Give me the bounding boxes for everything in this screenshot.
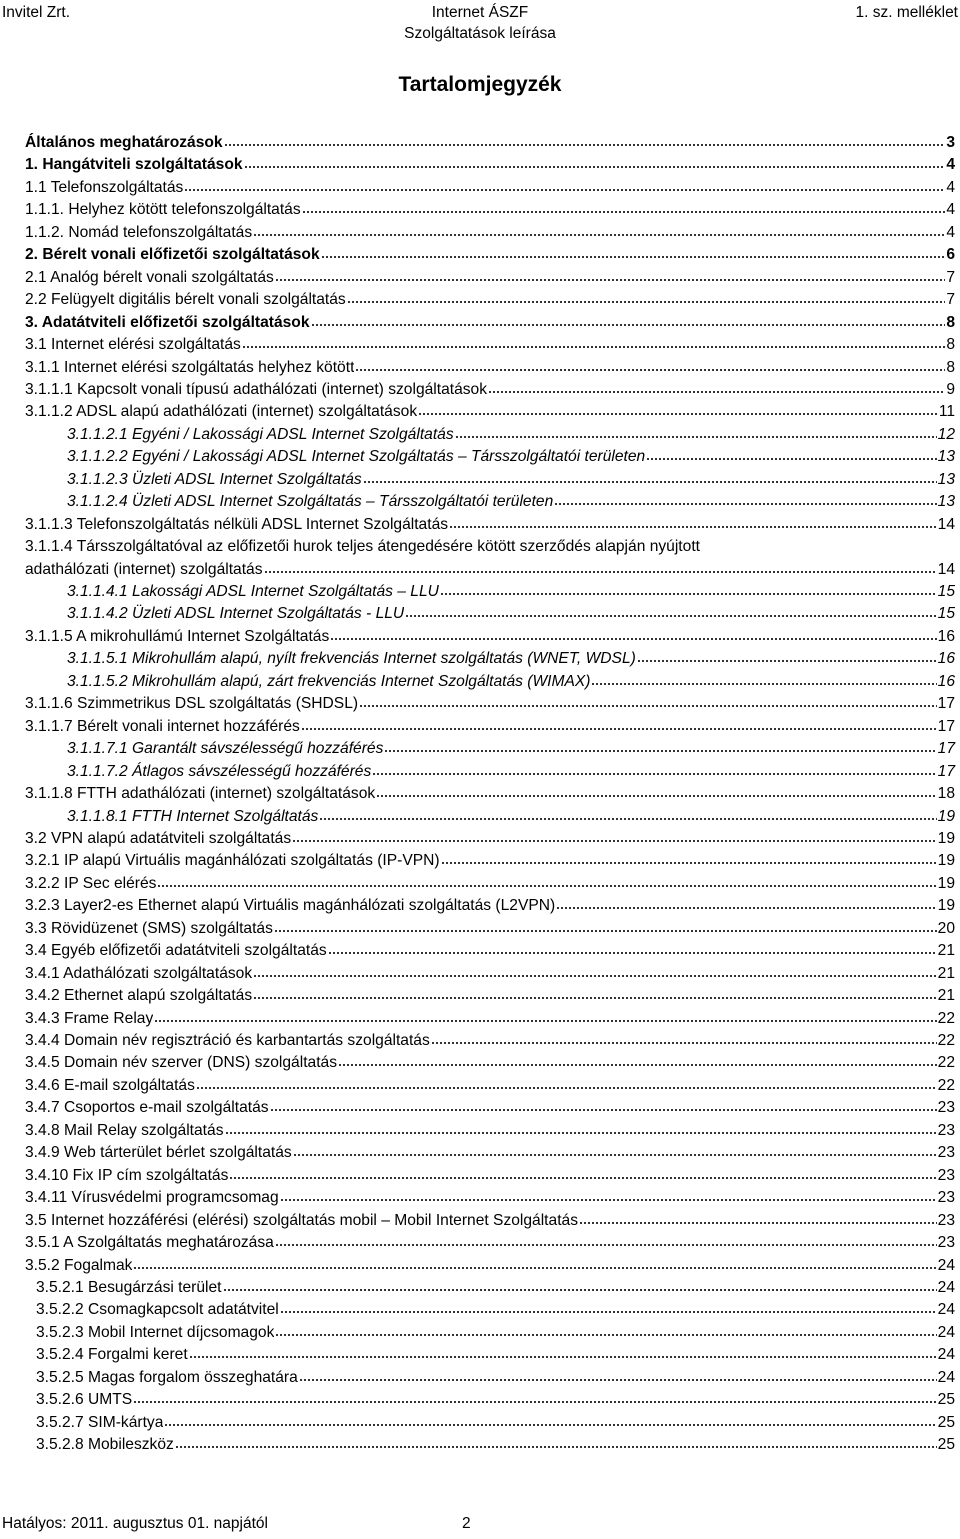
- toc-entry[interactable]: [25, 312, 955, 334]
- toc-page-number: 15: [937, 605, 955, 623]
- toc-entry-title: 3.2.2 IP Sec elérés: [25, 874, 157, 892]
- toc-entry[interactable]: [67, 581, 955, 603]
- toc-entry[interactable]: [67, 491, 955, 513]
- header-company: Invitel Zrt.: [2, 4, 71, 21]
- toc-entry-title: 3.1.1 Internet elérési szolgáltatás helyhez kötött: [25, 358, 355, 376]
- toc-dot-leader: [637, 659, 937, 663]
- toc-page-number: 21: [937, 964, 955, 982]
- toc-page-number: 19: [937, 807, 955, 825]
- toc-page-number: 14: [937, 560, 955, 578]
- toc-page-number: 13: [937, 470, 955, 488]
- toc-page-number: 21: [937, 942, 955, 960]
- toc-entry[interactable]: [25, 693, 955, 715]
- toc-page-number: 16: [937, 672, 955, 690]
- toc-entry-title: 3.1.1.8.1 FTTH Internet Szolgáltatás: [67, 807, 319, 825]
- toc-entry[interactable]: [67, 761, 955, 783]
- toc-entry[interactable]: [25, 1097, 955, 1119]
- toc-dot-leader: [441, 861, 937, 865]
- toc-page-number: 4: [946, 201, 955, 219]
- header-attachment: 1. sz. melléklet: [855, 4, 958, 21]
- toc-dot-leader: [133, 1400, 936, 1404]
- toc-page-number: 9: [946, 380, 955, 398]
- toc-dot-leader: [321, 255, 946, 259]
- toc-dot-leader: [184, 188, 945, 192]
- toc-page-number: 24: [937, 1346, 955, 1364]
- toc-entry-title: 3.1 Internet elérési szolgáltatás: [25, 336, 241, 354]
- toc-page-number: 19: [937, 874, 955, 892]
- toc-entry-title: 1.1.1. Helyhez kötött telefonszolgáltatás: [25, 201, 301, 219]
- toc-dot-leader: [405, 614, 936, 618]
- toc-dot-leader: [554, 502, 936, 506]
- toc-dot-leader: [253, 974, 937, 978]
- toc-entry-title: 2.1 Analóg bérelt vonali szolgáltatás: [25, 268, 274, 286]
- header-document-title: [365, 2, 595, 44]
- toc-entry-title: 3.1.1.2.3 Üzleti ADSL Internet Szolgáltatás: [67, 470, 362, 488]
- toc-page-number: 17: [937, 695, 955, 713]
- toc-entry[interactable]: [36, 1412, 955, 1434]
- toc-entry[interactable]: [25, 199, 955, 221]
- toc-dot-leader: [196, 1086, 937, 1090]
- toc-dot-leader: [347, 300, 946, 304]
- toc-entry-title: 3.2.3 Layer2-es Ethernet alapú Virtuális magánhálózati szolgáltatás (L2VPN): [25, 897, 556, 915]
- toc-page-number: 4: [946, 156, 955, 174]
- toc-entry[interactable]: [67, 671, 955, 693]
- toc-entry-title: 3.1.1.8 FTTH adathálózati (internet) szolgáltatások: [25, 785, 376, 803]
- toc-entry-title: 3.4.9 Web tárterület bérlet szolgáltatás: [25, 1144, 292, 1162]
- toc-page-number: 16: [937, 627, 955, 645]
- toc-entry-title: 3.1.1.2.1 Egyéni / Lakossági ADSL Internet Szolgáltatás: [67, 425, 454, 443]
- toc-entry[interactable]: [25, 783, 955, 805]
- toc-entry-title: 3.1.1.5 A mikrohullámú Internet Szolgáltatás: [25, 627, 330, 645]
- toc-entry-title: 3.1.1.7.2 Átlagos sávszélességű hozzáférés: [67, 762, 372, 780]
- toc-dot-leader: [355, 368, 945, 372]
- toc-entry[interactable]: [67, 603, 955, 625]
- toc-entry-title: 3.5.2.2 Csomagkapcsolt adatátvitel: [36, 1301, 279, 1319]
- toc-page-number: 16: [937, 650, 955, 668]
- toc-entry[interactable]: [67, 424, 955, 446]
- toc-entry[interactable]: [25, 401, 955, 423]
- toc-entry[interactable]: [25, 1052, 955, 1074]
- toc-dot-leader: [175, 1445, 937, 1449]
- toc-dot-leader: [376, 794, 936, 798]
- toc-dot-leader: [302, 210, 946, 214]
- toc-entry[interactable]: [25, 379, 955, 401]
- toc-entry-title: 3.5.2.8 Mobileszköz: [36, 1436, 174, 1454]
- toc-dot-leader: [384, 749, 936, 753]
- toc-entry-title: 3.4.8 Mail Relay szolgáltatás: [25, 1121, 224, 1139]
- toc-entry[interactable]: [25, 963, 955, 985]
- toc-page-number: 23: [937, 1166, 955, 1184]
- toc-entry-title: 2.2 Felügyelt digitális bérelt vonali szolgáltatás: [25, 291, 346, 309]
- toc-entry[interactable]: [25, 1075, 955, 1097]
- toc-entry[interactable]: [25, 918, 955, 940]
- toc-entry-title: 3.4.11 Vírusvédelmi programcsomag: [25, 1189, 279, 1207]
- toc-page-number: 23: [937, 1234, 955, 1252]
- header-doc-title: Internet ÁSZF: [431, 4, 529, 21]
- toc-entry-title: 1.1 Telefonszolgáltatás: [25, 178, 184, 196]
- toc-entry[interactable]: [67, 806, 955, 828]
- toc-dot-leader: [275, 1333, 936, 1337]
- toc-entry[interactable]: [25, 154, 955, 176]
- toc-dot-leader: [330, 637, 936, 641]
- toc-dot-leader: [225, 1131, 937, 1135]
- toc-page-number: 23: [937, 1144, 955, 1162]
- toc-entry-title: 3.1.1.1 Kapcsolt vonali típusú adathálózati (internet) szolgáltatások: [25, 380, 488, 398]
- toc-dot-leader: [440, 592, 937, 596]
- toc-dot-leader: [244, 165, 946, 169]
- toc-dot-leader: [293, 1153, 937, 1157]
- toc-dot-leader: [280, 1310, 937, 1314]
- toc-entry[interactable]: [25, 536, 955, 581]
- toc-entry[interactable]: [25, 940, 955, 962]
- toc-dot-leader: [431, 1041, 937, 1045]
- toc-dot-leader: [275, 1243, 937, 1247]
- toc-entry[interactable]: [25, 177, 955, 199]
- toc-entry-title: 3.1.1.5.1 Mikrohullám alapú, nyílt frekvenciás Internet szolgáltatás (WNET, WDSL): [67, 650, 636, 668]
- toc-page-number: 23: [937, 1121, 955, 1139]
- toc-page-number: 7: [946, 268, 955, 286]
- toc-entry-title: 3.5.2.4 Forgalmi keret: [36, 1346, 188, 1364]
- toc-entry-title: 3.1.1.3 Telefonszolgáltatás nélküli ADSL Internet Szolgáltatás: [25, 515, 449, 533]
- toc-entry[interactable]: [25, 716, 955, 738]
- toc-page-number: 11: [938, 403, 955, 421]
- toc-dot-leader: [363, 480, 937, 484]
- toc-entry[interactable]: [25, 985, 955, 1007]
- toc-entry-title: 3.5.2.3 Mobil Internet díjcsomagok: [36, 1323, 275, 1341]
- toc-entry[interactable]: [25, 1165, 955, 1187]
- toc-dot-leader: [224, 143, 946, 147]
- toc-entry[interactable]: [36, 1367, 955, 1389]
- toc-entry-title: 3.1.1.2.2 Egyéni / Lakossági ADSL Internet Szolgáltatás – Társszolgáltatói területen: [67, 448, 646, 466]
- toc-entry[interactable]: [25, 132, 955, 154]
- toc-dot-leader: [646, 457, 936, 461]
- toc-page-number: 22: [937, 1032, 955, 1049]
- toc-dot-leader: [164, 1423, 936, 1427]
- toc-page-number: 19: [937, 852, 955, 870]
- toc-entry[interactable]: [25, 873, 955, 895]
- header-doc-subtitle: Szolgáltatások leírása: [404, 25, 556, 42]
- toc-entry-title: 3.1.1.2 ADSL alapú adathálózati (internet) szolgáltatások: [25, 403, 418, 421]
- toc-entry-title: 3. Adatátviteli előfizetői szolgáltatások: [25, 313, 310, 331]
- toc-page-number: 20: [937, 919, 955, 937]
- toc-dot-leader: [299, 1378, 937, 1382]
- toc-entry[interactable]: [25, 222, 955, 244]
- toc-page-number: 4: [946, 223, 955, 241]
- toc-page-number: 22: [937, 1009, 955, 1027]
- toc-entry-title: 3.4.5 Domain név szerver (DNS) szolgáltatás: [25, 1054, 337, 1072]
- toc-entry[interactable]: [67, 738, 955, 760]
- toc-entry[interactable]: [25, 1008, 955, 1030]
- toc-page-number: 12: [937, 425, 955, 443]
- toc-entry-title: 3.5 Internet hozzáférési (elérési) szolgáltatás mobil – Mobil Internet Szolgáltatás: [25, 1211, 578, 1229]
- toc-dot-leader: [488, 390, 945, 394]
- toc-entry-title: 3.4 Egyéb előfizetői adatátviteli szolgáltatás: [25, 942, 327, 960]
- toc-page-number: 17: [937, 762, 955, 780]
- toc-entry-title: 3.1.1.4 Társszolgáltatóval az előfizetői hurok teljes átengedésére kötött szerződés alapján nyújtott: [25, 538, 700, 556]
- toc-dot-leader: [189, 1355, 937, 1359]
- toc-entry-title: 3.4.6 E-mail szolgáltatás: [25, 1076, 195, 1094]
- toc-page-number: 19: [937, 829, 955, 847]
- toc-page-number: 13: [937, 493, 955, 511]
- toc-dot-leader: [264, 570, 937, 574]
- toc-page-number: 23: [937, 1099, 955, 1117]
- toc-entry-title: Általános meghatározások: [25, 134, 223, 151]
- toc-entry[interactable]: [36, 1344, 955, 1366]
- toc-entry-title: 3.5.2 Fogalmak: [25, 1256, 133, 1274]
- toc-entry[interactable]: [25, 626, 955, 648]
- toc-page-number: 7: [946, 291, 955, 309]
- toc-entry-title: 3.5.2.6 UMTS: [36, 1391, 133, 1409]
- toc-dot-leader: [579, 1221, 937, 1225]
- toc-page-number: 24: [937, 1278, 955, 1296]
- toc-page-number: 22: [937, 1076, 955, 1094]
- toc-entry-title: 3.4.3 Frame Relay: [25, 1009, 154, 1027]
- toc-entry-title: 3.5.2.1 Besugárzási terület: [36, 1278, 222, 1296]
- toc-entry-title: 3.4.4 Domain név regisztráció és karbantartás szolgáltatás: [25, 1032, 430, 1049]
- toc-dot-leader: [301, 727, 937, 731]
- toc-page-number: 13: [937, 448, 955, 466]
- toc-dot-leader: [270, 1108, 937, 1112]
- toc-entry-title-continued: adathálózati (internet) szolgáltatás: [25, 560, 263, 578]
- toc-page-number: 21: [937, 987, 955, 1005]
- toc-dot-leader: [229, 1176, 936, 1180]
- toc-entry[interactable]: [25, 267, 955, 289]
- toc-page-number: 24: [937, 1368, 955, 1386]
- toc-page-number: 17: [937, 717, 955, 735]
- toc-entry[interactable]: [36, 1299, 955, 1321]
- toc-dot-leader: [556, 906, 936, 910]
- toc-page-number: 8: [946, 313, 955, 331]
- toc-entry-title: 3.5.2.7 SIM-kártya: [36, 1413, 164, 1431]
- toc-entry[interactable]: [25, 828, 955, 850]
- toc-page-number: 25: [937, 1391, 955, 1409]
- toc-page-number: 22: [937, 1054, 955, 1072]
- toc-dot-leader: [328, 951, 937, 955]
- toc-dot-leader: [242, 345, 945, 349]
- toc-entry[interactable]: [25, 895, 955, 917]
- toc-dot-leader: [319, 817, 936, 821]
- toc-page-number: 14: [937, 515, 955, 533]
- toc-page-number: 19: [937, 897, 955, 915]
- toc-entry-title: 3.4.7 Csoportos e-mail szolgáltatás: [25, 1099, 269, 1117]
- toc-entry[interactable]: [25, 514, 955, 536]
- toc-entry-title: 3.2.1 IP alapú Virtuális magánhálózati szolgáltatás (IP-VPN): [25, 852, 440, 870]
- toc-entry[interactable]: [25, 1210, 955, 1232]
- toc-entry-title: 2. Bérelt vonali előfizetői szolgáltatások: [25, 246, 320, 264]
- toc-entry-title: 3.1.1.4.2 Üzleti ADSL Internet Szolgáltatás - LLU: [67, 605, 405, 623]
- toc-dot-leader: [372, 772, 936, 776]
- toc-dot-leader: [133, 1266, 936, 1270]
- toc-entry-title: 3.5.2.5 Magas forgalom összeghatára: [36, 1368, 298, 1386]
- toc-dot-leader: [449, 525, 937, 529]
- toc-entry-title: 1.1.2. Nomád telefonszolgáltatás: [25, 223, 253, 241]
- toc-dot-leader: [154, 1019, 936, 1023]
- toc-entry[interactable]: [25, 1232, 955, 1254]
- toc-page-number: 4: [946, 178, 955, 196]
- toc-dot-leader: [292, 839, 937, 843]
- toc-entry[interactable]: [25, 289, 955, 311]
- toc-dot-leader: [455, 435, 937, 439]
- toc-page-number: 23: [937, 1189, 955, 1207]
- toc-entry[interactable]: [36, 1322, 955, 1344]
- toc-dot-leader: [275, 278, 946, 282]
- toc-entry-title: 3.4.2 Ethernet alapú szolgáltatás: [25, 987, 253, 1005]
- toc-entry-title: 3.1.1.7 Bérelt vonali internet hozzáférés: [25, 717, 300, 735]
- toc-page-number: 25: [937, 1436, 955, 1454]
- toc-entry[interactable]: [25, 334, 955, 356]
- toc-entry-title: 1. Hangátviteli szolgáltatások: [25, 156, 243, 174]
- toc-entry-title: 3.4.10 Fix IP cím szolgáltatás: [25, 1166, 229, 1184]
- toc-dot-leader: [274, 929, 937, 933]
- toc-dot-leader: [223, 1288, 937, 1292]
- page-title: Tartalomjegyzék: [398, 73, 562, 96]
- footer-page-number: 2: [462, 1515, 471, 1532]
- footer-effective-date: Hatályos: 2011. augusztus 01. napjától: [2, 1515, 268, 1532]
- toc-entry[interactable]: [67, 446, 955, 468]
- toc-entry[interactable]: [25, 850, 955, 872]
- toc-entry[interactable]: [67, 648, 955, 670]
- toc-dot-leader: [338, 1063, 937, 1067]
- toc-entry-title: 3.1.1.2.4 Üzleti ADSL Internet Szolgáltatás – Társszolgáltatói területen: [67, 493, 554, 511]
- toc-dot-leader: [253, 233, 945, 237]
- toc-entry-title: 3.5.1 A Szolgáltatás meghatározása: [25, 1234, 274, 1252]
- toc-dot-leader: [591, 682, 936, 686]
- toc-entry[interactable]: [25, 1187, 955, 1209]
- toc-entry[interactable]: [67, 469, 955, 491]
- toc-entry-title: 3.3 Rövidüzenet (SMS) szolgáltatás: [25, 919, 273, 937]
- toc-entry[interactable]: [25, 1120, 955, 1142]
- toc-entry[interactable]: [36, 1277, 955, 1299]
- toc-dot-leader: [157, 884, 936, 888]
- toc-entry[interactable]: [25, 1142, 955, 1164]
- toc-page-number: 8: [946, 358, 955, 376]
- toc-entry-title: 3.1.1.6 Szimmetrikus DSL szolgáltatás (SHDSL): [25, 695, 359, 713]
- toc-entry[interactable]: [25, 1030, 955, 1052]
- toc-entry-title: 3.1.1.5.2 Mikrohullám alapú, zárt frekvenciás Internet Szolgáltatás (WIMAX): [67, 672, 591, 690]
- toc-page-number: 23: [937, 1211, 955, 1229]
- toc-page-number: 6: [946, 246, 955, 264]
- toc-page-number: 25: [937, 1413, 955, 1431]
- toc-page-number: 24: [937, 1301, 955, 1319]
- toc-dot-leader: [280, 1198, 937, 1202]
- toc-entry[interactable]: [25, 357, 955, 379]
- toc-dot-leader: [311, 323, 946, 327]
- toc-page-number: 24: [937, 1323, 955, 1341]
- toc-page-number: 18: [937, 785, 955, 803]
- toc-page-number: 3: [946, 134, 955, 151]
- toc-entry[interactable]: [25, 1255, 955, 1277]
- toc-entry[interactable]: [36, 1389, 955, 1411]
- toc-entry-title: 3.2 VPN alapú adatátviteli szolgáltatás: [25, 829, 292, 847]
- toc-page-number: 8: [946, 336, 955, 354]
- toc-page-number: 15: [937, 583, 955, 600]
- toc-dot-leader: [253, 996, 937, 1000]
- toc-page-number: 17: [937, 740, 955, 758]
- toc-dot-leader: [359, 704, 937, 708]
- toc-dot-leader: [418, 412, 938, 416]
- toc-page-number: 24: [937, 1256, 955, 1274]
- toc-entry[interactable]: [25, 244, 955, 266]
- toc-entry-title: 3.4.1 Adathálózati szolgáltatások: [25, 964, 253, 982]
- toc-entry[interactable]: [36, 1434, 955, 1456]
- toc-entry-title: 3.1.1.4.1 Lakossági ADSL Internet Szolgáltatás – LLU: [67, 583, 439, 600]
- toc-entry-title: 3.1.1.7.1 Garantált sávszélességű hozzáférés: [67, 740, 384, 758]
